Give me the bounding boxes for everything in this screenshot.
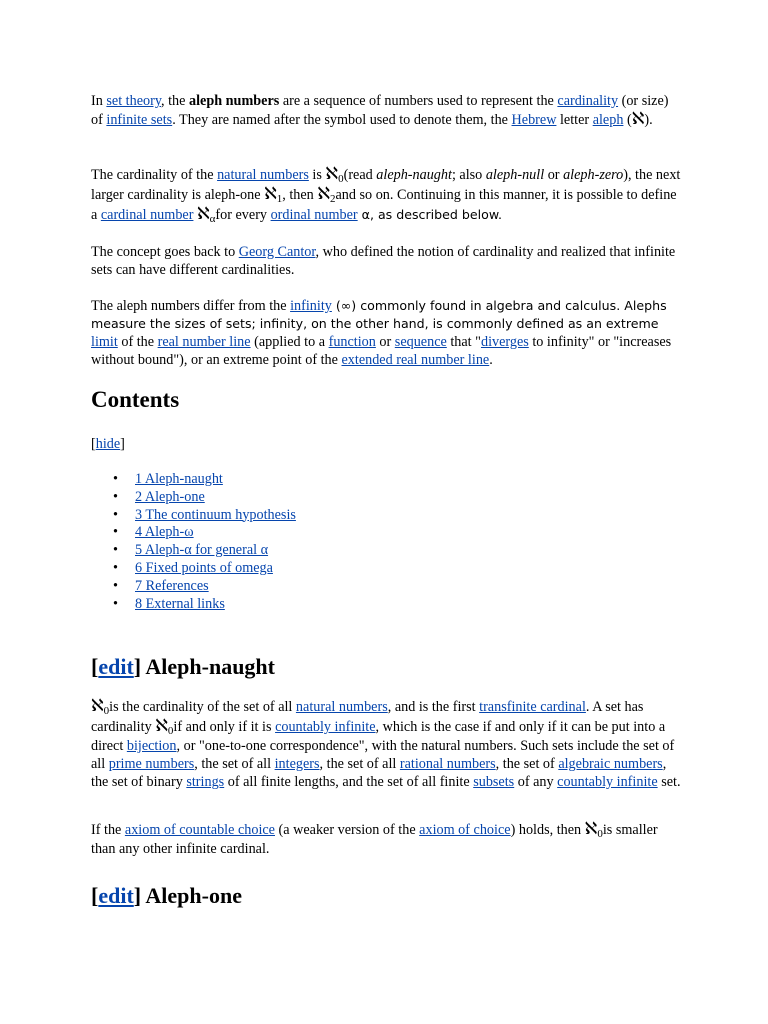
link-transfinite-cardinal[interactable]: transfinite cardinal — [479, 699, 586, 715]
link-set-theory[interactable]: set theory — [106, 93, 162, 109]
section-heading-aleph-one — [91, 883, 242, 909]
subscript: 0 — [597, 828, 603, 840]
text: , the set of all — [319, 756, 400, 772]
text: for every — [215, 207, 271, 223]
text: (read — [343, 167, 377, 183]
term-aleph-naught: aleph-naught — [376, 167, 452, 183]
text: The aleph numbers differ from the — [91, 298, 291, 314]
link-bijection[interactable]: bijection — [126, 738, 177, 754]
bullet: • — [113, 506, 118, 523]
link-aleph[interactable]: aleph — [592, 112, 624, 128]
link-integers[interactable]: integers — [274, 756, 320, 772]
text: ) holds, then — [510, 822, 585, 838]
toc-item — [91, 578, 296, 596]
text: . — [489, 352, 493, 368]
bullet: • — [113, 577, 118, 594]
text: ( — [623, 112, 632, 128]
text: The concept goes back to — [91, 244, 239, 260]
toc-link-aleph-one[interactable]: 2 Aleph-one — [135, 488, 205, 505]
bullet: • — [113, 559, 118, 576]
text: , then — [282, 187, 318, 203]
subscript: 1 — [276, 193, 283, 205]
link-axiom-of-choice[interactable]: axiom of choice — [419, 822, 511, 838]
text: (or size) of — [91, 93, 669, 128]
toc-item — [91, 524, 296, 542]
toc-link-aleph-naught[interactable]: 1 Aleph-naught — [135, 471, 223, 487]
toc-toggle — [91, 435, 125, 453]
toc-link-fixed-points[interactable]: 6 Fixed points of omega — [135, 559, 273, 576]
intro-paragraph-1 — [91, 92, 681, 129]
link-ordinal-number[interactable]: ordinal number — [270, 207, 358, 223]
text: (∞) commonly found in algebra and calculus. Alephs measure the sizes of sets; infinity, on the other hand, is commonly defined as an extreme — [91, 298, 667, 331]
text: ), the next larger cardinality is aleph-one — [91, 167, 681, 203]
contents-title: Contents — [91, 387, 180, 412]
aleph-symbol: ℵ — [325, 164, 339, 184]
bracket: [ — [91, 883, 99, 908]
toc-link-aleph-alpha-general[interactable]: 5 Aleph-α for general α — [135, 542, 269, 559]
intro-paragraph-3 — [91, 243, 681, 279]
text: set. — [657, 774, 681, 790]
link-natural-numbers[interactable]: natural numbers — [295, 699, 388, 715]
link-algebraic-numbers[interactable]: algebraic numbers — [558, 756, 663, 772]
toc-item — [91, 471, 296, 489]
bullet: • — [113, 542, 118, 559]
toc-item — [91, 489, 296, 507]
text: or — [544, 167, 564, 183]
link-countably-infinite[interactable]: countably infinite — [275, 719, 376, 735]
intro-paragraph-2 — [91, 165, 681, 225]
aleph-symbol: ℵ — [264, 184, 277, 204]
link-prime-numbers[interactable]: prime numbers — [108, 756, 195, 772]
text: that " — [446, 334, 481, 350]
link-sequence[interactable]: sequence — [394, 334, 447, 350]
text: The cardinality of the — [91, 167, 218, 183]
toc-link-continuum-hypothesis[interactable]: 3 The continuum hypothesis — [135, 506, 296, 523]
text: and so on. Continuing in this manner, it is possible to define a — [91, 187, 677, 223]
subscript: 0 — [338, 173, 344, 185]
subscript: α — [209, 213, 216, 225]
text: is — [308, 167, 326, 183]
text: is the cardinality of the set of all — [109, 699, 296, 715]
section-heading-aleph-naught — [91, 654, 275, 680]
aleph-symbol: ℵ — [317, 184, 330, 204]
text: to infinity" or "increases without bound"), or an extreme point of the — [91, 334, 672, 368]
bullet: • — [113, 524, 118, 541]
link-function[interactable]: function — [328, 334, 376, 350]
bullet: • — [113, 471, 118, 487]
subscript: 2 — [330, 193, 336, 205]
toc-link-references[interactable]: 7 References — [135, 577, 209, 594]
text: of the — [117, 334, 158, 350]
link-axiom-of-countable-choice[interactable]: axiom of countable choice — [124, 822, 275, 838]
bracket: ] — [133, 654, 142, 679]
text: ). — [644, 112, 653, 128]
edit-link-aleph-naught[interactable]: edit — [98, 654, 134, 679]
text: (applied to a — [250, 334, 329, 350]
text: if and only if it is — [173, 719, 276, 735]
text: ; also — [451, 167, 486, 183]
text: is smaller than any other infinite cardinal. — [91, 822, 658, 857]
link-strings[interactable]: strings — [186, 774, 225, 790]
aleph-naught-paragraph-1 — [91, 697, 681, 791]
text: letter — [556, 112, 593, 128]
aleph-symbol: ℵ — [155, 716, 168, 736]
link-subsets[interactable]: subsets — [473, 774, 515, 790]
term-aleph-null: aleph-null — [485, 167, 545, 183]
link-diverges[interactable]: diverges — [480, 334, 529, 350]
aleph-symbol: ℵ — [196, 204, 210, 224]
text: In — [91, 93, 107, 109]
edit-link-aleph-one[interactable]: edit — [98, 883, 134, 908]
text: of any — [514, 774, 558, 790]
link-infinite-sets[interactable]: infinite sets — [106, 112, 173, 128]
aleph-symbol: ℵ — [91, 696, 104, 716]
subscript: 0 — [167, 725, 174, 737]
link-countably-infinite-2[interactable]: countably infinite — [557, 774, 658, 790]
text: (a weaker version of the — [274, 822, 420, 838]
text: , who defined the notion of cardinality and realized that infinite sets can have different cardinalities. — [91, 244, 676, 278]
text: , the set of — [495, 756, 559, 772]
hide-toc-link[interactable]: hide — [95, 436, 121, 452]
subscript: 0 — [103, 705, 110, 717]
table-of-contents — [91, 471, 296, 613]
toc-item — [91, 542, 296, 560]
text: , or "one-to-one correspondence", with the natural numbers. Such sets include the set of all — [91, 738, 675, 772]
text: , the set of all — [194, 756, 275, 772]
toc-link-external-links[interactable]: 8 External links — [135, 595, 225, 612]
link-limit[interactable]: limit — [91, 334, 118, 350]
link-rational-numbers[interactable]: rational numbers — [399, 756, 496, 772]
heading-text: Aleph-naught — [141, 654, 275, 679]
link-infinity[interactable]: infinity — [290, 298, 332, 314]
aleph-symbol: ℵ — [584, 819, 598, 839]
text: are a sequence of numbers used to represent the — [279, 93, 558, 109]
bracket: [ — [91, 436, 96, 452]
link-extended-real-number-line[interactable]: extended real number line — [341, 352, 490, 368]
heading-text: Aleph-one — [141, 883, 242, 908]
text: , the — [161, 93, 189, 109]
bullet: • — [113, 595, 118, 612]
link-natural-numbers[interactable]: natural numbers — [217, 167, 309, 183]
term-aleph-zero: aleph-zero — [563, 167, 624, 183]
text: or — [375, 334, 395, 350]
link-cardinality[interactable]: cardinality — [557, 93, 619, 109]
toc-link-aleph-omega[interactable]: 4 Aleph-ω — [135, 524, 194, 541]
toc-item — [91, 596, 296, 614]
text: , and is the first — [387, 699, 480, 715]
text: α, as described below. — [357, 207, 502, 222]
link-hebrew[interactable]: Hebrew — [511, 112, 557, 128]
text: . A set has cardinality — [91, 699, 644, 735]
intro-paragraph-4 — [91, 297, 681, 369]
aleph-naught-paragraph-2 — [91, 820, 681, 858]
bracket: ] — [133, 883, 142, 908]
bracket: [ — [91, 654, 99, 679]
toc-item — [91, 507, 296, 525]
text: of all finite lengths, and the set of all finite — [224, 774, 474, 790]
text: , which is the case if and only if it can be put into a direct — [91, 719, 666, 754]
link-real-number-line[interactable]: real number line — [157, 334, 251, 350]
bracket: ] — [120, 436, 125, 452]
text: . They are named after the symbol used to denote them, the — [172, 112, 512, 128]
link-georg-cantor[interactable]: Georg Cantor — [238, 244, 316, 260]
link-cardinal-number[interactable]: cardinal number — [100, 207, 194, 223]
term-aleph-numbers: aleph numbers — [189, 93, 280, 109]
text: , the set of binary — [91, 756, 667, 790]
bullet: • — [113, 488, 118, 505]
text: If the — [91, 822, 125, 838]
aleph-symbol: ℵ — [631, 109, 645, 129]
toc-item — [91, 560, 296, 578]
